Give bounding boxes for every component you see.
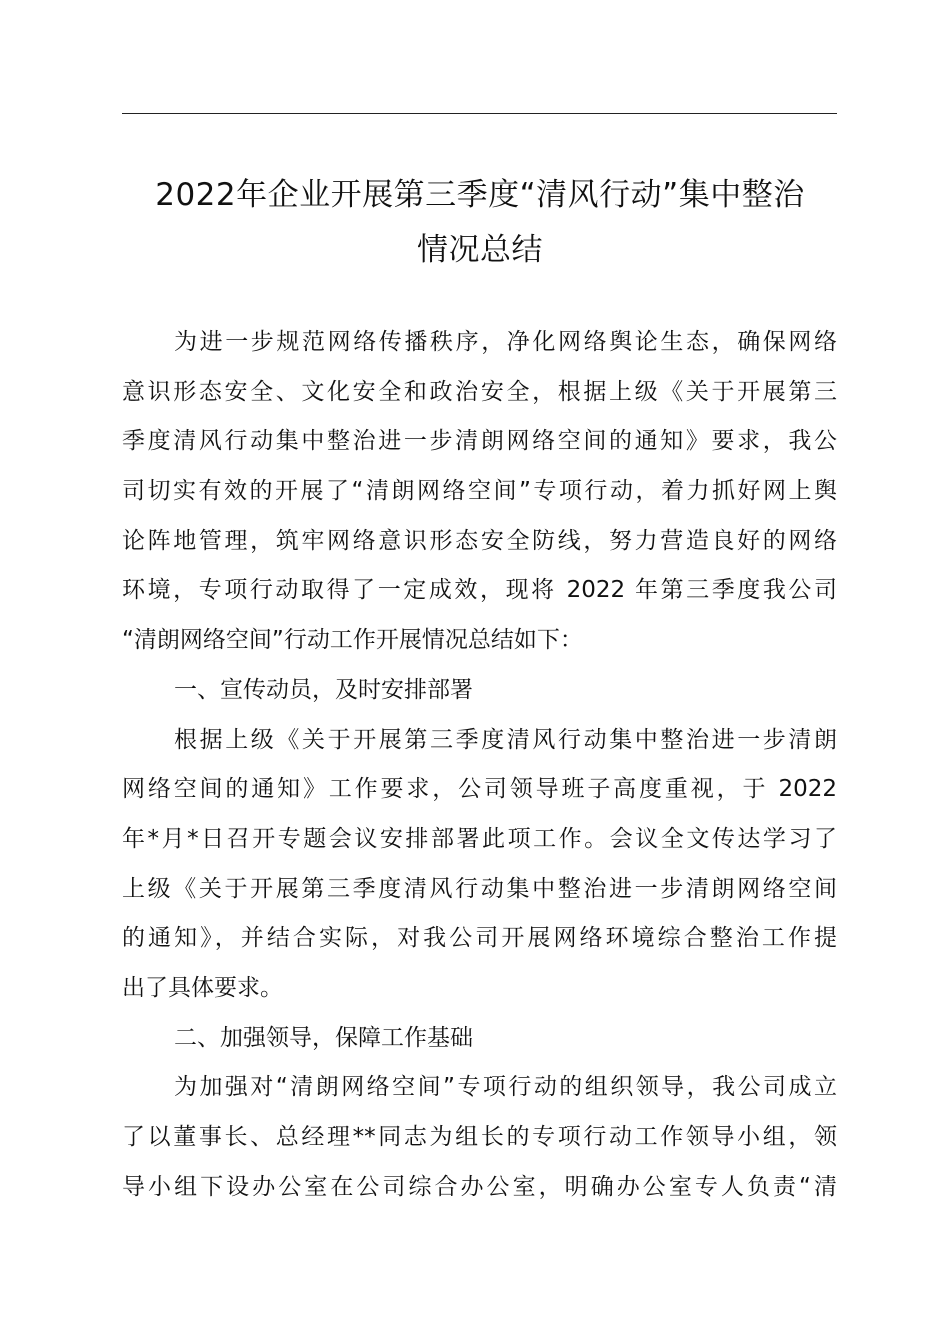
paragraph-section-2 — [122, 1063, 837, 1212]
section-heading-2 — [122, 1014, 837, 1064]
text-line: 的通知》，并结合实际，对我公司开展网络环境综合整治工作提 — [122, 925, 837, 952]
text-line: 年*月*日召开专题会议安排部署此项工作。会议全文传达学习了 — [122, 825, 837, 852]
paragraph-section-1 — [122, 716, 837, 1014]
text-line: 司切实有效的开展了“清朗网络空间”专项行动，着力抓好网上舆 — [122, 478, 837, 505]
text-line: 意识形态安全、文化安全和政治安全，根据上级《关于开展第三 — [122, 378, 837, 405]
section-heading: 一、宣传动员，及时安排部署 — [174, 676, 473, 703]
paragraph-intro — [122, 318, 837, 666]
text-line: 为加强对“清朗网络空间”专项行动的组织领导，我公司成立 — [174, 1074, 837, 1101]
text-line: 为进一步规范网络传播秩序，净化网络舆论生态，确保网络 — [174, 329, 837, 355]
text-line: 根据上级《关于开展第三季度清风行动集中整治进一步清朗 — [174, 726, 837, 753]
text-line: 环境，专项行动取得了一定成效，现将 2022 年第三季度我公司 — [122, 577, 837, 604]
header-rule — [122, 113, 837, 114]
section-heading-1 — [122, 666, 837, 716]
text-line: 季度清风行动集中整治进一步清朗网络空间的通知》要求，我公 — [122, 428, 837, 455]
document-title — [110, 168, 850, 278]
text-line: 了以董事长、总经理**同志为组长的专项行动工作领导小组，领 — [122, 1124, 837, 1150]
text-line: 出了具体要求。 — [122, 974, 283, 1001]
text-line: 网络空间的通知》工作要求，公司领导班子高度重视，于 2022 — [122, 776, 837, 803]
text-line: 导小组下设办公室在公司综合办公室，明确办公室专人负责“清 — [122, 1173, 837, 1200]
text-line: 论阵地管理，筑牢网络意识形态安全防线，努力营造良好的网络 — [122, 527, 837, 554]
title-line: 2022年企业开展第三季度“清风行动”集中整治 — [155, 177, 805, 213]
section-heading: 二、加强领导，保障工作基础 — [174, 1024, 473, 1051]
text-line: “清朗网络空间”行动工作开展情况总结如下： — [122, 627, 583, 654]
title-line: 情况总结 — [417, 232, 543, 268]
document-body — [122, 318, 837, 1212]
text-line: 上级《关于开展第三季度清风行动集中整治进一步清朗网络空间 — [122, 875, 837, 902]
